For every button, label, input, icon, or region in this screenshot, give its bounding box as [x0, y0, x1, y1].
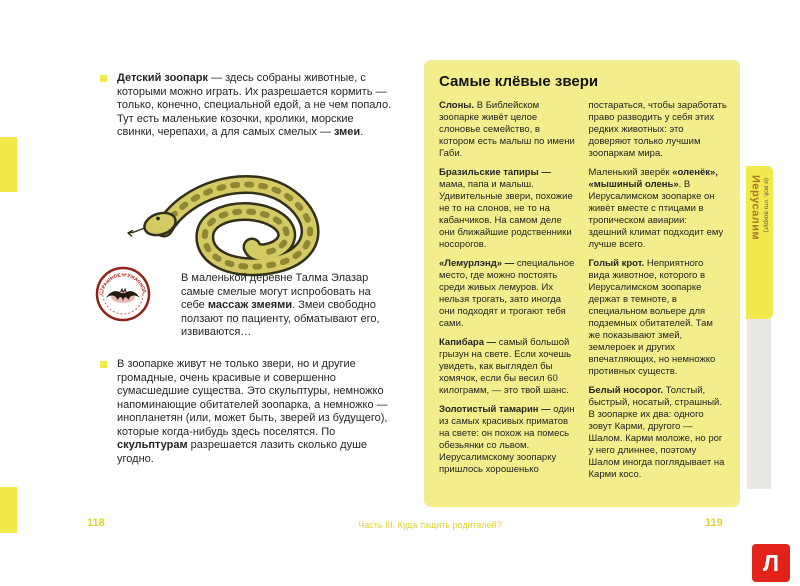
page-number-left: 118 [87, 517, 105, 529]
box-columns [439, 100, 727, 488]
entry-body: Толстый, быстрый, носатый, страшный. В зоопарке их два: одного зовут Карми, другого — Шалом. Карми моложе, но рог у него длиннее, поэтому Шалом иногда поглядывает на Карми косо. [588, 385, 725, 480]
paragraph-text: — здесь собраны животные, с которыми можно играть. Их разрешается кормить — только, конечно, специальной едой, а не чем попало. Тут есть маленькие козочки, кролики, морские свинки, черепахи, а для самых смелых — [117, 72, 392, 138]
page-number-right: 119 [705, 517, 723, 529]
animal-entry-tapirs [439, 167, 578, 251]
paragraph-bold: змеи [333, 126, 361, 138]
entry-term: Слоны. [439, 100, 475, 111]
coolest-animals-box [424, 60, 740, 507]
chapter-tab-title: Иерусалим [749, 175, 762, 241]
paragraph-text: . [360, 126, 364, 138]
labirint-logo: Л [752, 544, 790, 582]
animal-entry-elephants [439, 100, 578, 160]
scary-terrible-badge [94, 264, 152, 322]
paragraph-bold: Детский зоопарк [117, 72, 209, 84]
entry-term: Бразильские тапиры — [439, 167, 551, 178]
left-paragraph-snake-massage [181, 272, 394, 340]
animal-entry-tamarin [439, 404, 578, 476]
paragraph-bold: массаж змеями [207, 299, 293, 311]
footer-chapter-label: Часть III. Куда тащить родителей? [358, 520, 502, 530]
entry-body: В Библейском зоопарке живёт целое слоновье семейство, в котором есть малыш по имени Габи. [439, 100, 575, 159]
paragraph-text: разрешается лазить сколько душе угодно. [117, 439, 368, 465]
entry-term: Белый носорог. [588, 385, 663, 396]
entry-term: Золотистый тамарин — [439, 404, 551, 415]
paragraph-text: В зоопарке живут не только звери, но и другие громадные, очень красивые и совершенно сумасшедшие существа. Это скульптуры, немножко напоминающие обитателей зоопарка, а немножко — инопланетян (или, может быть, зверей из будущего), которые когда-нибудь здесь поселятся. По [117, 358, 388, 438]
entry-body: специальное место, где можно постоять среди живых лемуров. Их нельзя трогать, зато иногда они подходят и трогают тебя сами. [439, 258, 575, 329]
edge-index-tab-top [0, 137, 17, 192]
entry-term: «оленёк», «мышиный олень» [588, 167, 718, 190]
bullet-square-icon [100, 75, 107, 82]
entry-body: один из самых красивых приматов на свете: он похож на помесь обезьянки со львом. Иерусалимскому зоопарку пришлось хорошенько [439, 404, 575, 475]
entry-term: Капибара — [439, 337, 497, 348]
entry-prefix: Маленький зверёк [588, 167, 673, 178]
entry-body: . В Иерусалимском зоопарке он живёт вместе с птицами в тропическом авиарии: здешний климат подходит ему лучше всего. [588, 179, 724, 250]
paragraph-bold: скульптурам [117, 439, 188, 451]
animal-entry-lemurland [439, 258, 578, 330]
paragraph-text: В маленькой деревне Талма Элазар самые смелые могут испробовать на себе [181, 272, 371, 311]
bullet-square-icon [100, 361, 107, 368]
animal-entry-mouse-deer [589, 167, 728, 251]
entry-body: постараться, чтобы заработать право разводить у себя этих редких животных: это доверяют только лучшим зоопаркам мира. [588, 100, 727, 159]
animal-entry-white-rhino [589, 385, 728, 481]
box-title: Самые клёвые звери [439, 73, 599, 90]
entry-body: мама, папа и малыш. Удивительные звери, похожие не то на слонов, не то на кабанчиков. На самом деле они ближайшие родственники носорогов. [439, 179, 573, 250]
chapter-tab-subtitle: (и всё, что вокруг) [762, 178, 770, 233]
paragraph-text: . Змеи свободно ползают по пациенту, обматывают его, извиваются… [181, 299, 380, 338]
box-column-1 [439, 100, 578, 488]
chapter-side-tab [746, 166, 773, 319]
entry-body: Неприятного вида животное, которого в Иерусалимском зоопарке держат в темноте, в специальном вольере для подземных обитателей. Там же показывают змей, землероек и других впечатляющих, но немножко противных существ. [588, 258, 716, 377]
entry-body: самый большой грызун на свете. Если хочешь увидеть, как выглядел бы хомячок, если бы весил 60 килограмм, — это твой шанс. [439, 337, 572, 396]
animal-entry-tamarin-continued [589, 100, 728, 160]
left-paragraph-childrens-zoo [117, 72, 394, 140]
badge-arc-text: СТРАШНОЕ И УЖАСНОЕ [99, 273, 147, 296]
entry-term: Голый крот. [588, 258, 645, 269]
box-column-2 [589, 100, 728, 488]
edge-index-tab-bottom [0, 487, 17, 533]
entry-term: «Лемурлэнд» — [439, 258, 515, 269]
left-paragraph-sculptures [117, 358, 394, 466]
animal-entry-capybara [439, 337, 578, 397]
animal-entry-naked-mole-rat [589, 258, 728, 378]
